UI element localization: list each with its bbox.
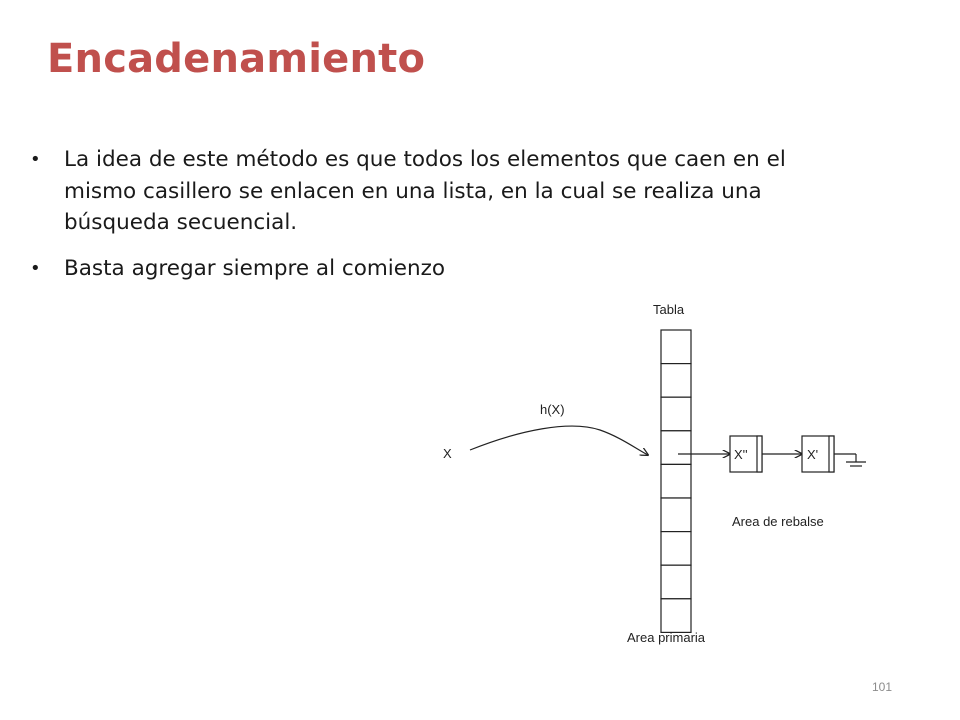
overflow-area-label: Area de rebalse	[732, 514, 824, 529]
hash-arrow	[470, 426, 648, 455]
table-slot	[661, 431, 691, 465]
bullet-item	[26, 253, 806, 285]
hash-table	[661, 330, 691, 632]
node-label: X''	[734, 447, 748, 462]
bullet-icon: •	[30, 149, 41, 170]
table-slot	[661, 532, 691, 566]
bullet-icon: •	[30, 257, 41, 279]
bullet-list	[26, 144, 806, 298]
chaining-diagram	[420, 290, 900, 660]
table-slot	[661, 464, 691, 498]
bullet-text: La idea de este método es que todos los elementos que caen en el mismo casillero se enlacen en una lista, en la cual se realiza una búsqueda secuencial.	[64, 147, 786, 235]
primary-area-label: Area primaria	[627, 630, 706, 645]
key-label: X	[443, 446, 452, 461]
list-node	[802, 436, 834, 472]
table-slot	[661, 364, 691, 398]
table-label: Tabla	[653, 302, 685, 317]
bullet-text: Basta agregar siempre al comienzo	[64, 255, 446, 281]
null-terminator-icon	[834, 454, 866, 466]
page-number: 101	[872, 680, 893, 694]
table-slot	[661, 599, 691, 633]
table-slot	[661, 565, 691, 599]
table-slot	[661, 397, 691, 431]
table-slot	[661, 330, 691, 364]
slide-title: Encadenamiento	[47, 36, 426, 82]
node-label: X'	[807, 447, 819, 462]
hash-function-label: h(X)	[540, 402, 565, 417]
list-node	[730, 436, 762, 472]
bullet-item	[26, 144, 806, 239]
table-slot	[661, 498, 691, 532]
